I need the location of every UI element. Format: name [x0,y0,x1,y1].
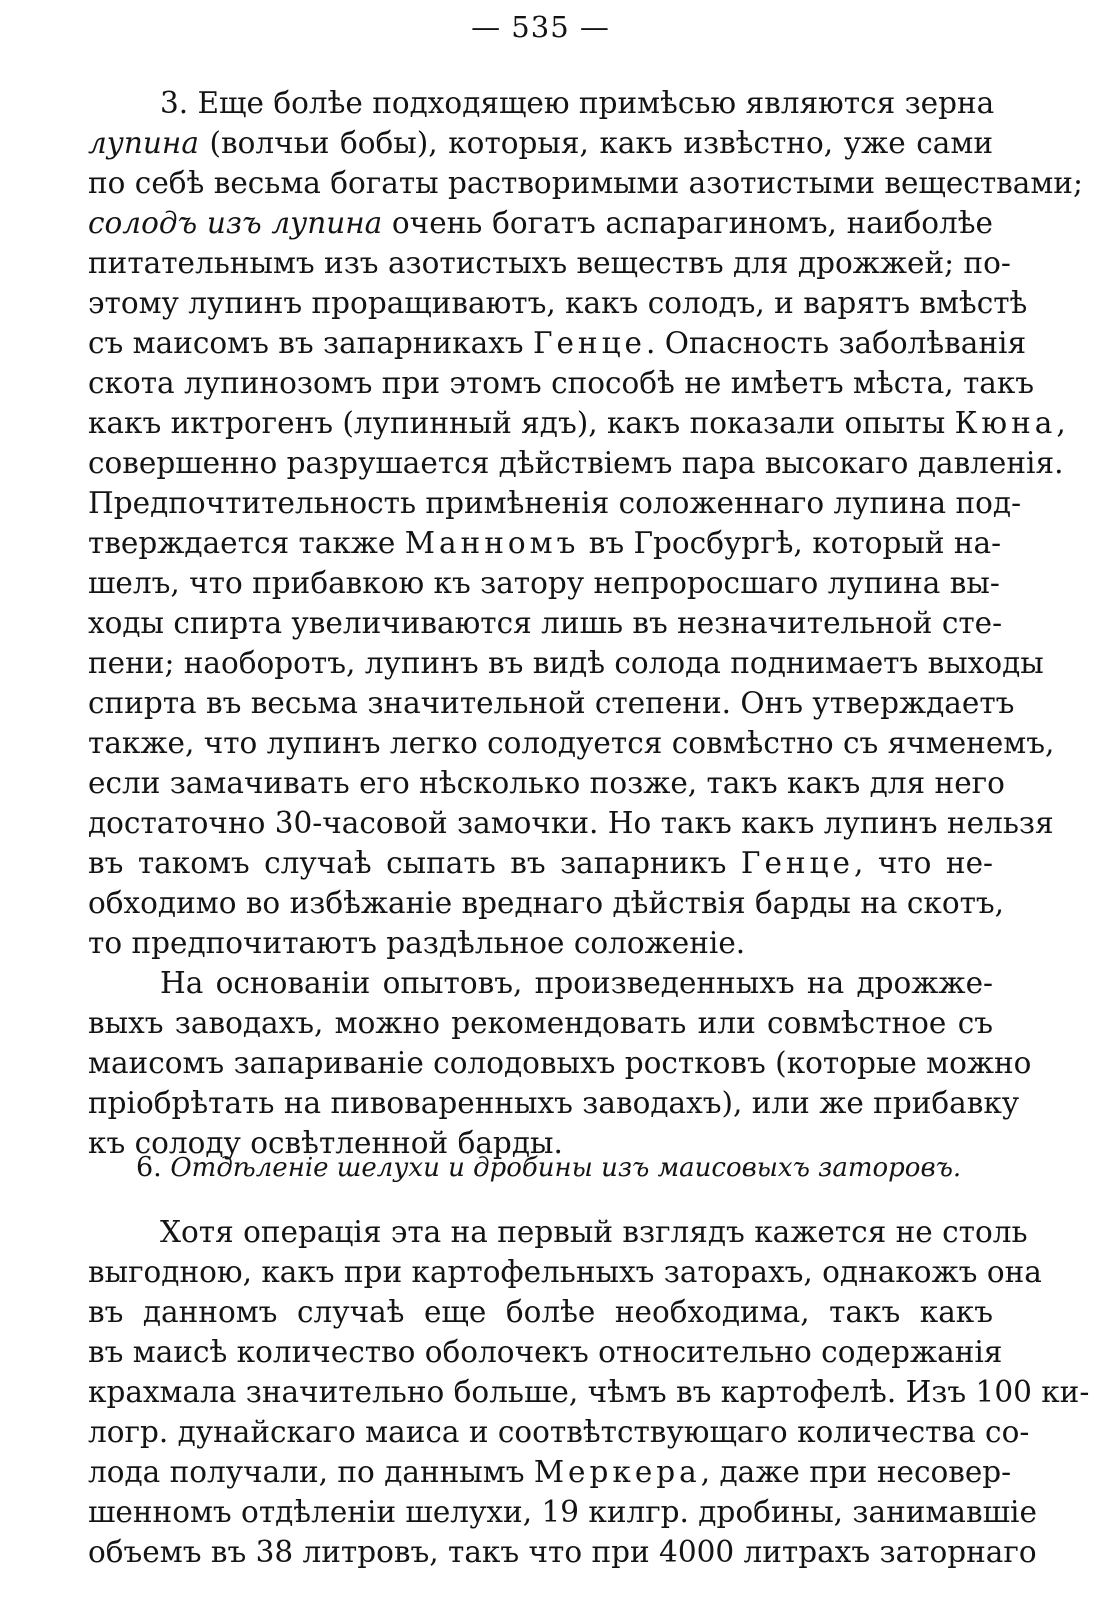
text-line [88,1212,1028,1252]
text-line [88,1452,1012,1492]
text-line [88,1532,1037,1572]
text-segment: если замачивать его нѣсколько позже, такъ какъ для него [88,766,1005,800]
text-segment: выгодною, какъ при картофельныхъ заторахъ, однакожъ она [88,1255,1042,1289]
section-heading-number: 6. [136,1152,162,1183]
text-line [88,203,993,243]
text-line [88,1003,993,1043]
text-segment: то предпочитаютъ раздѣльное соложеніе. [88,926,746,960]
text-segment: 3. Еще болѣе подходящею примѣсью являются зерна [160,86,995,120]
text-line [88,1252,1042,1292]
text-segment: къ солоду освѣтленной барды. [88,1126,563,1160]
spaced-name: Генце [532,326,647,360]
spaced-name: Генце [740,846,854,880]
text-segment: ходы спирта увеличиваются лишь въ незначительной сте- [88,606,1003,640]
text-line [88,723,1055,763]
text-segment: лода получали, по даннымъ [88,1455,534,1489]
italic-term: лупина [88,126,199,160]
text-segment: На основаніи опытовъ, произведенныхъ на дрожже- [160,966,993,1000]
text-line [88,1083,1020,1123]
text-segment: Предпочтительность примѣненія соложеннаго лупина под- [88,486,1022,520]
text-line [88,523,1002,563]
text-segment: , даже при несовер- [700,1455,1012,1489]
text-line [88,883,1005,923]
text-line [88,803,1054,843]
text-segment: питательнымъ изъ азотистыхъ веществъ для дрожжей; по- [88,246,1011,280]
text-segment: Хотя операція эта на первый взглядъ кажется не столь [160,1215,1028,1249]
text-line [88,763,1005,803]
text-segment: крахмала значительно больше, чѣмъ въ картофелѣ. Изъ 100 ки- [88,1375,1090,1409]
text-segment: въ Гросбургѣ, который на- [579,526,1002,560]
text-line [88,163,1083,203]
text-segment: логр. дунайскаго маиса и соотвѣтствующаго количества со- [88,1415,1030,1449]
text-line [88,1332,1003,1372]
text-segment: какъ иктрогенъ (лупинный ядъ), какъ показали опыты [88,406,955,440]
text-segment: очень богатъ аспарагиномъ, наиболѣе [382,206,993,240]
spaced-name: Кюна [954,406,1057,440]
section-heading-title: Отдѣленіе шелухи и дробины изъ маисовыхъ заторовъ. [170,1153,962,1183]
text-segment: въ такомъ случаѣ сыпать въ запарникъ [88,846,741,880]
text-segment: совершенно разрушается дѣйствіемъ пара высокаго давленія. [88,446,1064,480]
text-line [88,323,1027,363]
text-line [88,123,993,163]
text-segment: по себѣ весьма богаты растворимыми азотистыми веществами; [88,166,1083,200]
text-line [88,1492,1037,1532]
text-segment: съ маисомъ въ запарникахъ [88,326,533,360]
text-segment: скота лупинозомъ при этомъ способѣ не имѣетъ мѣста, такъ [88,366,1035,400]
text-line [88,283,1028,323]
text-segment: шенномъ отдѣленіи шелухи, 19 килгр. дробины, занимавшіе [88,1495,1037,1529]
text-line [88,683,1015,723]
text-segment: этому лупинъ проращиваютъ, какъ солодъ, и варятъ вмѣстѣ [88,286,1028,320]
text-line [88,1372,1090,1412]
text-line [88,563,1000,603]
text-segment: , что не- [854,846,993,880]
text-line [88,483,1022,523]
text-segment: въ маисѣ количество оболочекъ относительно содержанія [88,1335,1003,1369]
text-line [88,443,1064,483]
text-line [88,1292,993,1332]
page-number: — 535 — [471,10,610,44]
spaced-name: Манномъ [404,526,580,560]
text-segment: достаточно 30-часовой замочки. Но такъ какъ лупинъ нельзя [88,806,1054,840]
text-line [88,603,1003,643]
text-line [88,83,993,123]
text-segment: въ данномъ случаѣ еще болѣе необходима, такъ какъ [88,1295,993,1329]
text-line [88,1043,1032,1083]
text-segment: выхъ заводахъ, можно рекомендовать или совмѣстное съ [88,1006,993,1040]
text-segment: тверждается также [88,526,405,560]
spaced-name: Меркера [533,1455,701,1489]
text-segment: пени; наоборотъ, лупинъ въ видѣ солода поднимаетъ выходы [88,646,1044,680]
text-line [88,363,1035,403]
italic-term: солодъ изъ лупина [88,206,383,240]
text-line [88,923,993,963]
text-line [88,963,993,1003]
text-segment: маисомъ запариваніе солодовыхъ ростковъ (которые можно [88,1046,1032,1080]
section-heading [88,1148,993,1188]
text-line [88,403,1066,443]
text-segment: объемъ въ 38 литровъ, такъ что при 4000 литрахъ заторнаго [88,1535,1037,1569]
text-segment: также, что лупинъ легко солодуется совмѣстно съ ячменемъ, [88,726,1055,760]
text-line [88,243,1011,283]
text-segment: спирта въ весьма значительной степени. Онъ утверждаетъ [88,686,1015,720]
text-line [88,643,1044,683]
text-segment: пріобрѣтать на пивоваренныхъ заводахъ), или же прибавку [88,1086,1020,1120]
text-line [88,1412,1030,1452]
text-segment: обходимо во избѣжаніе вреднаго дѣйствія барды на скотъ, [88,886,1005,920]
text-segment: , [1056,406,1066,440]
text-segment: . Опасность заболѣванія [646,326,1027,360]
text-segment: шелъ, что прибавкою къ затору непроросшаго лупина вы- [88,566,1000,600]
text-line [88,843,993,883]
text-segment: (волчьи бобы), которыя, какъ извѣстно, уже сами [198,126,993,160]
